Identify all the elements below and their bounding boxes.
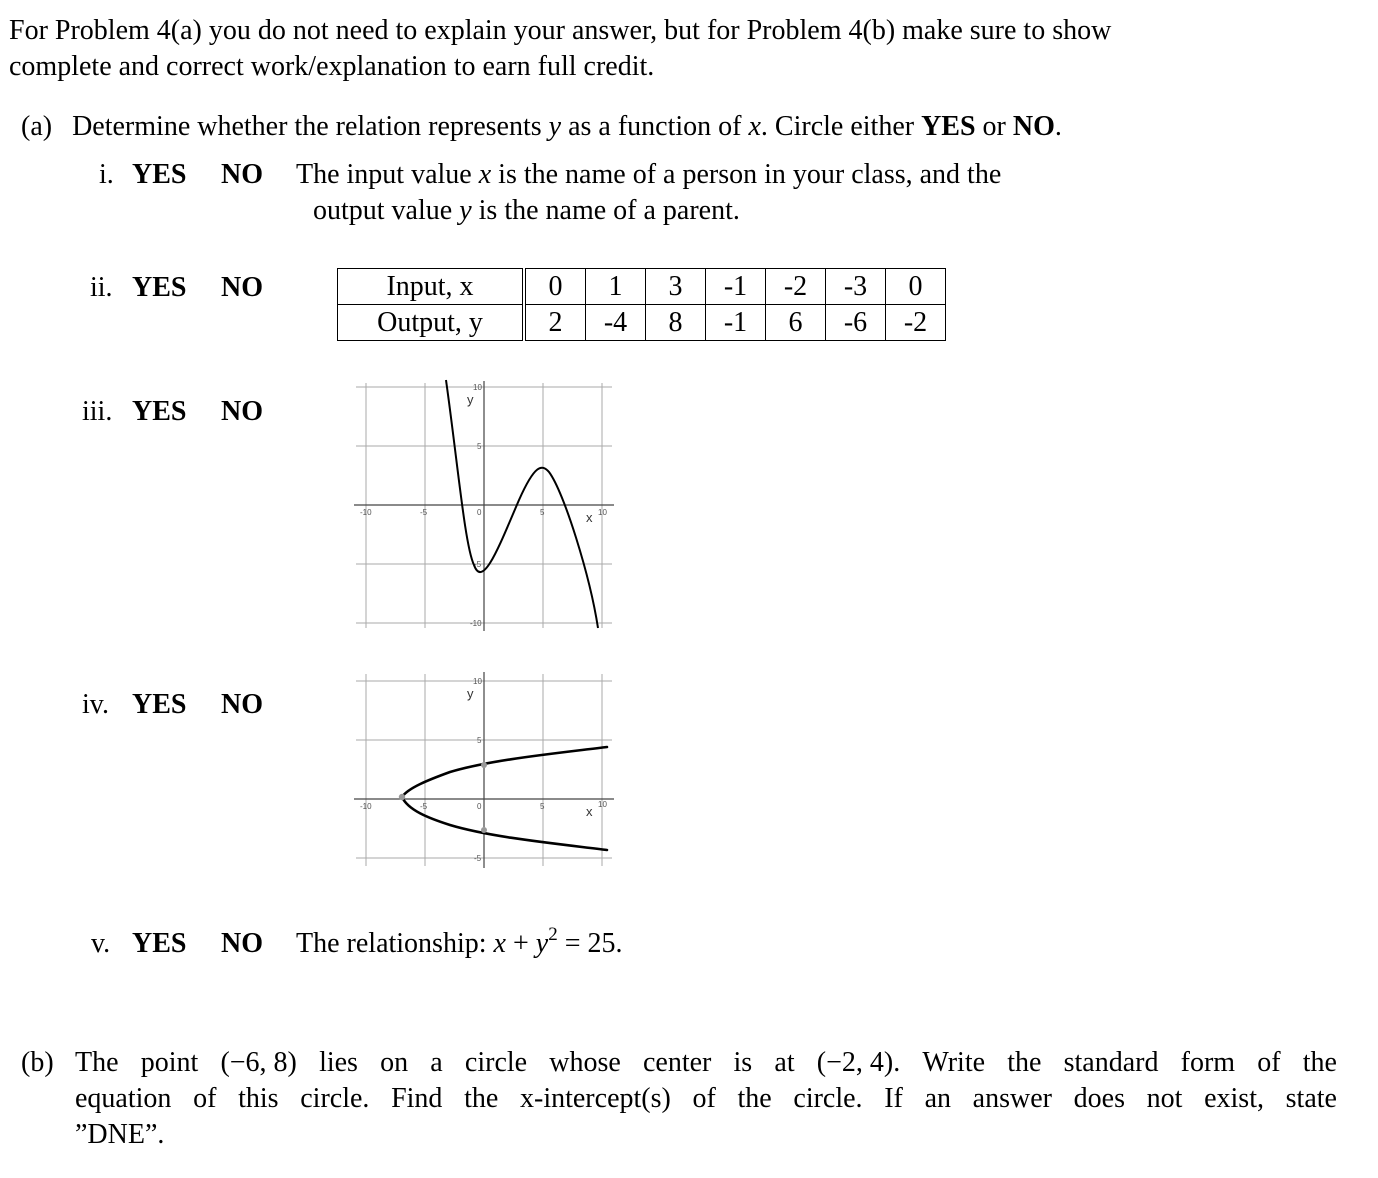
part-b-line2-word: does bbox=[1073, 1083, 1125, 1114]
part-b-line1-word: form bbox=[1180, 1047, 1236, 1078]
item-iii-yes-option[interactable]: YES bbox=[132, 396, 187, 427]
part-b-line1-word: The bbox=[75, 1047, 119, 1078]
part-a-end: . bbox=[1054, 111, 1062, 142]
item-v-eq-rest: = 25. bbox=[564, 928, 623, 959]
graph-iv-tick-y-neg5: -5 bbox=[474, 854, 482, 863]
graph-iii-tick-x-10: 10 bbox=[598, 508, 607, 517]
graph-iii-cubic bbox=[350, 376, 620, 636]
item-v-yes-option[interactable]: YES bbox=[132, 928, 187, 959]
part-b-line2-word: of bbox=[193, 1083, 217, 1114]
table-input-cell: -3 bbox=[826, 269, 886, 305]
part-b-line1-word: (−6, 8) bbox=[220, 1047, 297, 1078]
table-input-cell: -1 bbox=[706, 269, 766, 305]
item-i-number: i. bbox=[99, 159, 114, 190]
part-a-heading bbox=[21, 110, 1062, 144]
part-b-line2-word: state bbox=[1285, 1083, 1337, 1114]
table-output-cell: 8 bbox=[646, 305, 706, 341]
graph-iv-axes bbox=[354, 672, 614, 868]
part-a-text-mid: as a function of bbox=[568, 111, 742, 142]
part-b-line1-word: a bbox=[430, 1047, 443, 1078]
table-output-header: Output, y bbox=[338, 305, 525, 341]
part-b-line1-word: center bbox=[642, 1047, 712, 1078]
item-v-statement bbox=[296, 924, 623, 961]
item-i-text-line-2 bbox=[313, 194, 740, 228]
graph-iv-y-intercept-top bbox=[481, 762, 487, 768]
item-iv-number: iv. bbox=[82, 689, 109, 720]
part-a-no: NO bbox=[1012, 111, 1055, 142]
graph-iii-curve bbox=[446, 380, 598, 628]
item-i-no-option[interactable]: NO bbox=[221, 159, 263, 190]
item-ii-yes-option[interactable]: YES bbox=[132, 272, 187, 303]
part-b-line2-word: Find bbox=[391, 1083, 443, 1114]
intro-line-1: For Problem 4(a) you do not need to explain your answer, but for Problem 4(b) make sure to show bbox=[9, 15, 1112, 46]
graph-iv-tick-x-5: 5 bbox=[540, 802, 545, 811]
graph-iv-tick-x-neg10: -10 bbox=[360, 802, 372, 811]
item-v-eq-plus: + bbox=[512, 928, 529, 959]
part-b-line1-word: lies bbox=[319, 1047, 358, 1078]
part-b-line2-word: exist, bbox=[1204, 1083, 1264, 1114]
part-b-line1-word: at bbox=[774, 1047, 795, 1078]
intro-line-2: complete and correct work/explanation to earn full credit. bbox=[9, 51, 655, 82]
graph-iii-tick-y-neg10: -10 bbox=[470, 619, 482, 628]
part-b-line1-word: the bbox=[1007, 1047, 1042, 1078]
item-i-line1-a: The input value bbox=[296, 159, 472, 190]
item-i-text-line-1 bbox=[296, 158, 1001, 192]
part-b-line1-word: on bbox=[380, 1047, 409, 1078]
graph-iv-y-axis-label: y bbox=[467, 686, 474, 701]
item-v-no-option[interactable]: NO bbox=[221, 928, 263, 959]
graph-iv-x-axis-label: x bbox=[586, 804, 593, 819]
graph-iii-axes bbox=[354, 381, 614, 631]
graph-iv-tick-x-10: 10 bbox=[598, 800, 607, 809]
item-i-line1-b: is the name of a person in your class, and the bbox=[498, 159, 1002, 190]
part-b-line-2 bbox=[75, 1082, 1337, 1116]
part-b-line1-word: point bbox=[140, 1047, 199, 1078]
item-ii-no-option[interactable]: NO bbox=[221, 272, 263, 303]
part-b-line2-word: answer bbox=[972, 1083, 1052, 1114]
part-b-line1-word: Write bbox=[922, 1047, 986, 1078]
part-a-text-after: . Circle either bbox=[760, 111, 915, 142]
graph-iii-y-axis-label: y bbox=[467, 392, 474, 407]
part-b-line-3: ”DNE”. bbox=[75, 1119, 165, 1150]
table-input-header: Input, x bbox=[338, 269, 525, 305]
part-a-yes: YES bbox=[921, 111, 976, 142]
item-i-line2-var: y bbox=[459, 195, 472, 226]
table-output-cell: 6 bbox=[766, 305, 826, 341]
part-b-line1-word: of bbox=[1257, 1047, 1281, 1078]
table-row-input bbox=[338, 269, 946, 305]
graph-iv-tick-y-10: 10 bbox=[473, 677, 482, 686]
part-b-line1-word: circle bbox=[464, 1047, 528, 1078]
part-b-line2-word: this bbox=[238, 1083, 279, 1114]
part-b-line1-word: (−2, 4). bbox=[816, 1047, 901, 1078]
item-iii-no-option[interactable]: NO bbox=[221, 396, 263, 427]
graph-iii-tick-origin: 0 bbox=[477, 508, 482, 517]
table-output-cell: -4 bbox=[586, 305, 646, 341]
part-b-line1-word: standard bbox=[1063, 1047, 1159, 1078]
graph-iii-tick-y-neg5: -5 bbox=[474, 560, 482, 569]
graph-iv-y-intercept-bottom bbox=[481, 827, 487, 833]
part-b-line2-word: equation bbox=[75, 1083, 172, 1114]
graph-iii-tick-x-neg10: -10 bbox=[360, 508, 372, 517]
table-input-cell: 3 bbox=[646, 269, 706, 305]
graph-iii-tick-x-5: 5 bbox=[540, 508, 545, 517]
graph-iv-parabola bbox=[350, 668, 620, 874]
part-b-line2-word: the bbox=[464, 1083, 499, 1114]
item-i-line1-var: x bbox=[478, 159, 492, 190]
table-row-output bbox=[338, 305, 946, 341]
part-b-line2-word: the bbox=[737, 1083, 772, 1114]
item-v-number: v. bbox=[91, 928, 111, 959]
part-b-line2-word: x-intercept(s) bbox=[520, 1083, 671, 1114]
part-b-line2-word: circle. bbox=[793, 1083, 863, 1114]
table-output-cell: 2 bbox=[524, 305, 586, 341]
part-a-var-x: x bbox=[748, 111, 761, 142]
item-i-line2-b: is the name of a parent. bbox=[478, 195, 740, 226]
item-ii-number: ii. bbox=[90, 272, 113, 303]
item-v-eq-x: x bbox=[493, 928, 506, 959]
item-iv-yes-option[interactable]: YES bbox=[132, 689, 187, 720]
part-b-line1-word: the bbox=[1302, 1047, 1337, 1078]
part-a-or: or bbox=[982, 111, 1006, 142]
graph-iv-tick-x-neg5: -5 bbox=[420, 802, 428, 811]
part-b-line2-word: an bbox=[924, 1083, 951, 1114]
table-output-cell: -1 bbox=[706, 305, 766, 341]
part-a-text-before: Determine whether the relation represents bbox=[72, 111, 542, 142]
graph-iii-x-axis-label: x bbox=[586, 510, 593, 525]
part-a-label: (a) bbox=[21, 111, 53, 142]
item-i-line2-a: output value bbox=[313, 195, 453, 226]
table-output-cell: -6 bbox=[826, 305, 886, 341]
part-a-var-y: y bbox=[548, 111, 562, 142]
item-v-text: The relationship: bbox=[296, 928, 487, 959]
part-b-line2-word: of bbox=[692, 1083, 716, 1114]
part-b-line2-word: not bbox=[1146, 1083, 1183, 1114]
part-b-line1-word: whose bbox=[549, 1047, 621, 1078]
table-input-cell: -2 bbox=[766, 269, 826, 305]
part-b-line2-word: circle. bbox=[300, 1083, 370, 1114]
table-input-cell: 1 bbox=[586, 269, 646, 305]
item-v-eq-exponent: 2 bbox=[548, 924, 558, 945]
graph-iii-tick-x-neg5: -5 bbox=[420, 508, 428, 517]
item-i-yes-option[interactable]: YES bbox=[132, 159, 187, 190]
item-iii-number: iii. bbox=[82, 396, 113, 427]
input-output-table bbox=[337, 268, 946, 341]
item-v-eq-y: y bbox=[535, 928, 549, 959]
graph-iii-tick-y-5: 5 bbox=[477, 442, 482, 451]
part-b-line1-word: is bbox=[733, 1047, 753, 1078]
table-output-cell: -2 bbox=[886, 305, 946, 341]
part-b-label: (b) bbox=[21, 1047, 54, 1078]
graph-iv-vertex-point bbox=[399, 794, 405, 800]
table-input-cell: 0 bbox=[886, 269, 946, 305]
item-iv-no-option[interactable]: NO bbox=[221, 689, 263, 720]
table-input-cell: 0 bbox=[524, 269, 586, 305]
part-b-line2-word: If bbox=[884, 1083, 903, 1114]
graph-iv-tick-y-5: 5 bbox=[477, 736, 482, 745]
part-b-line-1 bbox=[75, 1046, 1337, 1080]
graph-iii-tick-y-10: 10 bbox=[473, 383, 482, 392]
graph-iv-tick-origin: 0 bbox=[477, 802, 482, 811]
